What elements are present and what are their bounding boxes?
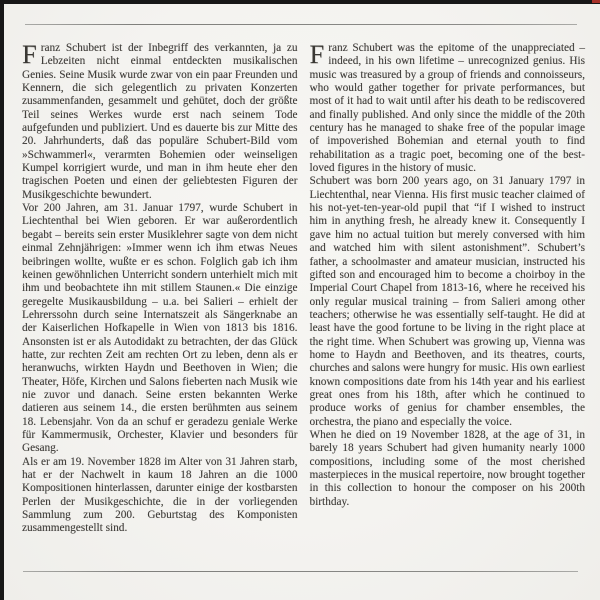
bottom-rule [23, 571, 578, 572]
german-paragraph-2: Vor 200 Jahren, am 31. Januar 1797, wurde Schubert in Liechtenthal bei Wien geboren. Er war außerordentlich begabt – bereits sein erster Musiklehrer sagte von dem nicht einmal Zehnjährigen: »Immer wenn ich ihm etwas Neues beibringen wollte, wußte er es schon. Folglich gab ich ihm keinen gewöhnlichen Unterricht sondern unterhielt mich mit ihm und beobachtete ihn mit stillem Staunen.« Die einzige geregelte Musikausbildung – u.a. bei Salieri – erhielt der Lehrerssohn durch seine Internatszeit als Sängerknabe an der Kaiserlichen Hofkapelle in Wien von 1813 bis 1816. Ansonsten ist er als Autodidakt zu betrachten, der das Glück hatte, zur rechten Zeit am rechten Ort zu leben, denn als er heranwuchs, wirkten Haydn und Beethoven in Wien; die Theater, Höfe, Kirchen und Salons fieberten nach Musik wie nie zuvor und danach. Seine ersten bekannten Werke datieren aus seinem 14., die ersten berühmten aus seinem 18. Lebensjahr. Von da an schuf er geradezu geniale Werke für Kammermusik, Orchester, Klavier und besonders für Gesang. [22, 202, 298, 455]
german-paragraph-1-text: ranz Schubert ist der Inbegriff des verkannten, ja zu Lebzeiten nicht einmal entdeckten musikalischen Genies. Seine Musik wurde zwar von ein paar Freunden und Kennern, die sich gelegentlich zu privaten Konzerten zusammenfanden, gesammelt und gehütet, doch der größte Teil seines Werkes wurde erst nach seinem Tode aufgefunden und publiziert. Und es dauerte bis zur Mitte des 20. Jahrhunderts, daß das populäre Schubert-Bild vom »Schwammerl«, verarmten Bohemien oder weinseligen Kumpel korrigiert wurde, und man in ihm heute eher den tragischen Poeten und einen der geliebtesten Figuren der Musikgeschichte bewundert. [22, 42, 298, 201]
text-columns [22, 39, 585, 536]
column-german [22, 39, 298, 536]
english-paragraph-3: When he died on 19 November 1828, at the age of 31, in barely 18 years Schubert had given humanity nearly 1000 compositions, including some of the most cherished masterpieces in the musical repertoire, now brought together in this collection to honour the composer on his 200th birthday. [309, 428, 585, 508]
column-english [309, 39, 586, 536]
scan-edge-top [0, 0, 600, 4]
english-paragraph-1-text: ranz Schubert was the epitome of the unappreciated – indeed, in his own lifetime – unrecognized genius. His music was treasured by a group of friends and connoisseurs, who would gather together for private performances, but most of it had to wait until after his death to be rediscovered and finally published. And only since the middle of the 20th century has he managed to shake free of the popular image of impoverished Bohemian and eternal youth to find rehabilitation as a tragic poet, becoming one of the best-loved figures in the history of music. [309, 42, 585, 175]
english-paragraph-2: Schubert was born 200 years ago, on 31 January 1797 in Liechtenthal, near Vienna. His first music teacher claimed of his not-yet-ten-year-old pupil that “if I wished to instruct him in anything fresh, he already knew it. Consequently I gave him no actual tuition but merely conversed with him and watched him with silent astonishment”. Schubert’s father, a schoolmaster and amateur musician, instructed his gifted son and encouraged him to become a choirboy in the Imperial Court Chapel from 1813-16, where he received his only regular musical training – from Salieri among other teachers; otherwise he was essentially self-taught. He did at least have the good fortune to be living in the right place at the right time. When Schubert was growing up, Vienna was home to Haydn and Beethoven, and its theatres, courts, churches and salons were hungry for music. His own earliest known compositions date from his 14th year and his earliest great ones from his 18th, after which he continued to produce works of genius for chamber ensembles, the orchestra, the piano and especially the voice. [309, 175, 585, 428]
top-rule [25, 24, 577, 25]
english-dropcap: F [309, 39, 325, 69]
german-paragraph-3: Als er am 19. November 1828 im Alter von 31 Jahren starb, hat er der Nachwelt in kaum 18 Jahren an die 1000 Kompositionen hinterlassen, darunter einige der kostbarsten Perlen der Musikgeschichte, die in der vorliegenden Sammlung zum 200. Geburtstag des Komponisten zusammengestellt sind. [22, 455, 298, 535]
scan-corner-artifact [592, 0, 600, 3]
german-dropcap: F [22, 39, 37, 69]
english-paragraph-1 [309, 39, 586, 175]
german-paragraph-1 [22, 39, 298, 202]
scan-edge-left [0, 0, 4, 600]
